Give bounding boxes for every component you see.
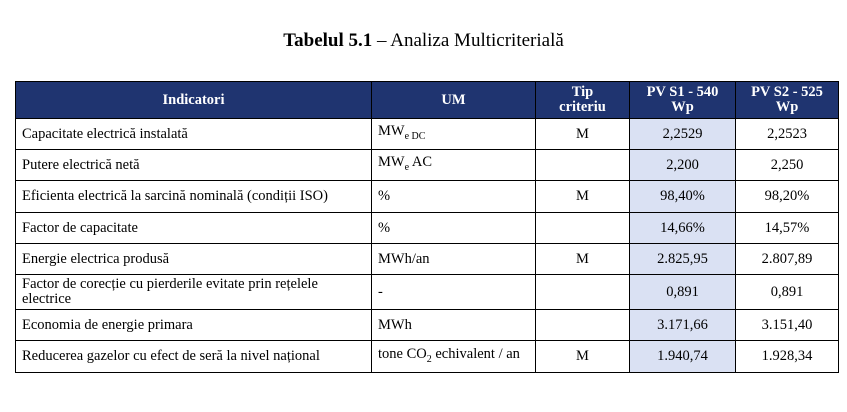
- table-caption: [0, 30, 847, 52]
- indicator-cell: Putere electrică netă: [16, 150, 372, 181]
- tip-cell: M: [536, 181, 630, 213]
- table-row: [16, 244, 839, 275]
- pv-s2-cell: 2.807,89: [736, 244, 839, 275]
- tip-cell: M: [536, 341, 630, 373]
- um-cell: tone $CO_2$ echivalent / an: [372, 341, 536, 373]
- pv-s1-cell: 2.825,95: [630, 244, 736, 275]
- indicator-cell: Reducerea gazelor cu efect de seră la nivel național: [16, 341, 372, 373]
- pv-s1-cell: 2,2529: [630, 119, 736, 150]
- indicator-cell: Eficienta electrică la sarcină nominală (condiții ISO): [16, 181, 372, 213]
- tip-cell: [536, 275, 630, 310]
- um-cell: MWh/an: [372, 244, 536, 275]
- header-indicatori: Indicatori: [16, 82, 372, 119]
- tip-cell: [536, 213, 630, 244]
- header-tip-criteriu: Tip criteriu: [536, 82, 630, 119]
- tip-cell: M: [536, 119, 630, 150]
- um-cell: MWh: [372, 310, 536, 341]
- tip-cell: M: [536, 244, 630, 275]
- indicator-cell: Energie electrica produsă: [16, 244, 372, 275]
- indicator-cell: Factor de capacitate: [16, 213, 372, 244]
- caption-number: Tabelul 5.1: [283, 30, 373, 51]
- table-row: [16, 310, 839, 341]
- pv-s1-cell: 3.171,66: [630, 310, 736, 341]
- indicator-cell: Factor de corecție cu pierderile evitate prin rețelele electrice: [16, 275, 372, 310]
- um-cell: -: [372, 275, 536, 310]
- indicator-cell: Capacitate electrică instalată: [16, 119, 372, 150]
- um-cell: %: [372, 181, 536, 213]
- header-um: UM: [372, 82, 536, 119]
- pv-s2-cell: 1.928,34: [736, 341, 839, 373]
- pv-s1-cell: 1.940,74: [630, 341, 736, 373]
- pv-s1-cell: 2,200: [630, 150, 736, 181]
- um-cell: $MW_e$ AC: [372, 150, 536, 181]
- pv-s2-cell: 3.151,40: [736, 310, 839, 341]
- table-row: [16, 341, 839, 373]
- header-pv-s2: PV S2 - 525 Wp: [736, 82, 839, 119]
- tip-cell: [536, 150, 630, 181]
- pv-s2-cell: 98,20%: [736, 181, 839, 213]
- tip-cell: [536, 310, 630, 341]
- pv-s1-cell: 14,66%: [630, 213, 736, 244]
- pv-s2-cell: 2,2523: [736, 119, 839, 150]
- table-row: [16, 150, 839, 181]
- um-cell: $MW_{e DC}$: [372, 119, 536, 150]
- pv-s1-cell: 0,891: [630, 275, 736, 310]
- um-cell: %: [372, 213, 536, 244]
- pv-s2-cell: 0,891: [736, 275, 839, 310]
- caption-title: – Analiza Multicriterială: [372, 30, 564, 51]
- indicator-cell: Economia de energie primara: [16, 310, 372, 341]
- header-pv-s1: PV S1 - 540 Wp: [630, 82, 736, 119]
- table-header-row: [16, 82, 839, 119]
- table-row: [16, 275, 839, 310]
- table-row: [16, 119, 839, 150]
- table-row: [16, 181, 839, 213]
- pv-s2-cell: 2,250: [736, 150, 839, 181]
- pv-s2-cell: 14,57%: [736, 213, 839, 244]
- table-row: [16, 213, 839, 244]
- multicriteria-table: [15, 81, 839, 373]
- pv-s1-cell: 98,40%: [630, 181, 736, 213]
